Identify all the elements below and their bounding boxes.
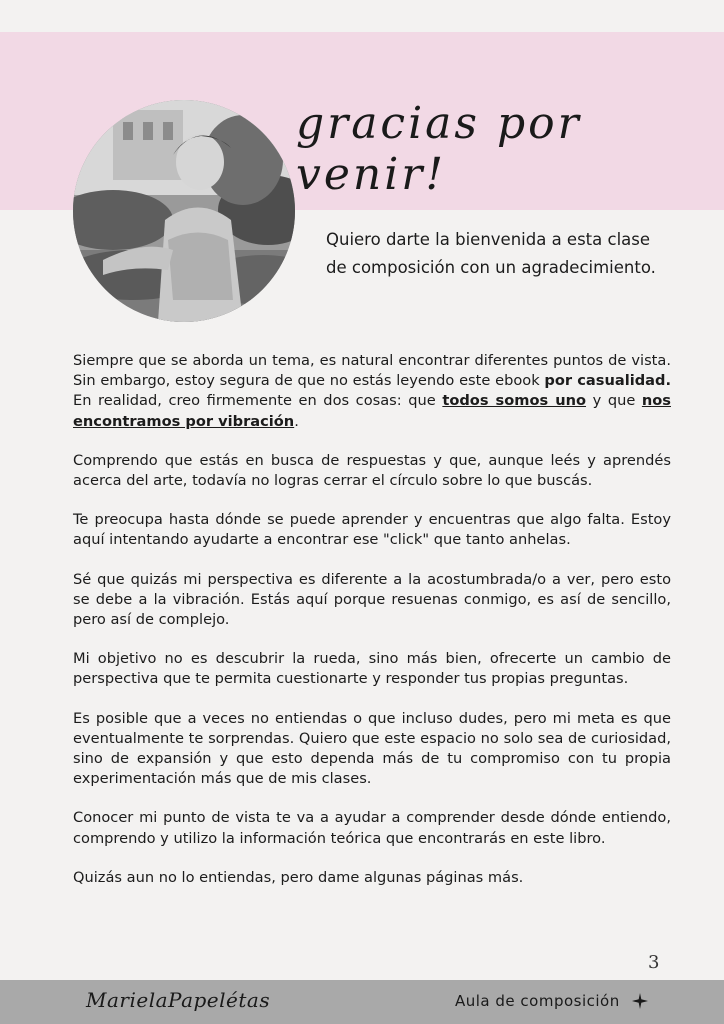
footer-bar xyxy=(0,980,724,1024)
paragraph-5: Mi objetivo no es descubrir la rueda, sino más bien, ofrecerte un cambio de perspectiva que te permita cuestionarte y responder tus propias preguntas. xyxy=(73,650,671,688)
p1-bold-casualidad: por casualidad. xyxy=(544,372,671,390)
paragraph-2: Comprendo que estás en busca de respuestas y que, aunque leés y aprendés acerca del arte, todavía no logras cerrar el círculo sobre lo que buscás. xyxy=(73,451,671,490)
p1-text-c: En realidad, creo firmemente en dos cosas: que xyxy=(73,392,443,410)
page-title: gracias por venir! xyxy=(296,98,582,200)
p1-underline-todos-somos-uno: todos somos uno xyxy=(442,392,587,410)
sparkle-star-icon xyxy=(632,993,648,1013)
p1-text-g: . xyxy=(294,412,299,430)
p1-text-e: y que xyxy=(586,392,642,410)
paragraph-8: Quizás aun no lo entiendas, pero dame algunas páginas más. xyxy=(73,868,524,886)
p1-text-a: Siempre que se aborda un tema, es natural encontrar diferentes puntos de vista. Sin embargo, estoy segura de que no estás leyendo este ebook xyxy=(73,352,671,390)
paragraph-4: Sé que quizás mi perspectiva es diferente a la acostumbrada/o a ver, pero esto se debe a la vibración. Estás aquí porque resuenas conmigo, es así de sencillo, pero así de complejo. xyxy=(73,570,671,629)
paragraph-6: Es posible que a veces no entiendas o que incluso dudes, pero mi meta es que eventualmente te sorprendas. Quiero que este espacio no solo sea de curiosidad, sino de expansión y que esto dependa más de tu compromiso con tu propia experimentación más que de mis clases. xyxy=(73,709,671,788)
paragraph-3: Te preocupa hasta dónde se puede aprender y encuentras que algo falta. Estoy aquí intentando ayudarte a encontrar ese "click" que tanto anhelas. xyxy=(73,511,671,549)
p1-underline-vibracion: nos encontramos por vibración xyxy=(73,392,671,430)
author-photo xyxy=(73,100,295,322)
intro-line-1: Quiero darte la bienvenida a esta clase xyxy=(326,230,651,249)
intro-text xyxy=(326,226,686,282)
footer-course-label: Aula de composición xyxy=(455,992,620,1010)
footer-course xyxy=(455,992,648,1013)
body-text xyxy=(73,351,671,907)
paragraph-1 xyxy=(73,351,671,432)
page-number: 3 xyxy=(648,952,660,973)
paragraph-7: Conocer mi punto de vista te va a ayudar a comprender desde dónde entiendo, comprendo y utilizo la información teórica que encontrarás en este libro. xyxy=(73,809,671,847)
portrait-image xyxy=(73,100,295,322)
intro-line-2: de composición con un agradecimiento. xyxy=(326,258,656,277)
footer-logo: MarielaPapelétas xyxy=(86,988,271,1012)
